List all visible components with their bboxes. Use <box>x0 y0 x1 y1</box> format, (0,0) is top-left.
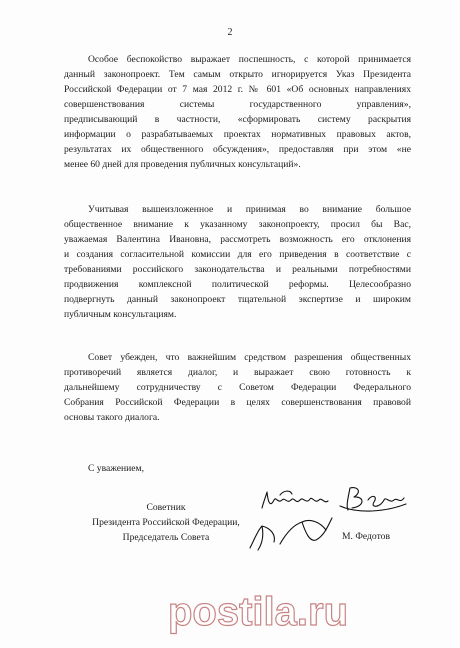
paragraph-line: Российской Федерации от 7 мая 2012 г. № 601 «Об основных направлениях <box>64 84 411 95</box>
postila-watermark-logo <box>158 585 458 635</box>
paragraph-line: дальнейшему сотрудничеству с Советом Федерации Федерального <box>64 382 411 393</box>
signatory-title: Президента Российской Федерации, <box>92 517 240 528</box>
paragraph-3 <box>64 350 411 425</box>
paragraph-line: Собрания Российской Федерации в целях совершенствования правовой <box>64 397 411 408</box>
paragraph-line: и создания согласительной комиссии для его приведения в соответствие с <box>64 249 411 260</box>
paragraph-line: основы такого диалога. <box>64 412 160 423</box>
closing-salutation: С уважением, <box>88 463 145 474</box>
paragraph-line: продвижения комплексной политической реформы. Целесообразно <box>64 279 411 290</box>
paragraph-line: противоречий является диалог, и выражает свою готовность к <box>64 367 411 378</box>
paragraph-line: уважаемая Валентина Ивановна, рассмотреть возможность его отклонения <box>64 234 411 245</box>
paragraph-line: данный законопроект. Тем самым открыто игнорируется Указ Президента <box>64 69 411 80</box>
signatory-title: Председатель Совета <box>122 532 210 543</box>
paragraph-line: информации о разрабатываемых проектах нормативных правовых актов, <box>64 129 411 140</box>
signatory-block <box>66 500 266 545</box>
page-number: 2 <box>227 27 233 38</box>
paragraph-line: публичным консультациям. <box>64 309 177 320</box>
paragraph-line: общественное внимание к указанному законопроекту, просил бы Вас, <box>64 219 411 230</box>
paragraph-line: Совет убежден, что важнейшим средством разрешения общественных <box>88 352 411 363</box>
paragraph-line: предписывающий в частности, «сформировать систему раскрытия <box>64 114 411 125</box>
paragraph-1 <box>64 52 411 172</box>
signatory-title: Советник <box>146 502 186 513</box>
paragraph-line: Учитывая вышеизложенное и принимая во внимание большое <box>88 204 411 215</box>
paragraph-line: требованиями российского законодательства и реальными потребностями <box>64 264 411 275</box>
paragraph-line: менее 60 дней для проведения публичных консультаций». <box>64 159 301 170</box>
paragraph-line: совершенствования системы государственного управления», <box>64 99 411 110</box>
watermark-text: postila.ru <box>168 590 349 634</box>
signer-name: М. Федотов <box>342 531 390 542</box>
paragraph-line: Особое беспокойство выражает поспешность, с которой принимается <box>88 54 411 65</box>
paragraph-2 <box>64 202 411 322</box>
handwritten-signature <box>240 478 410 558</box>
paragraph-line: результатах их общественного обсуждения», предоставляя при этом «не <box>64 144 411 155</box>
paragraph-line: подвергнуть данный законопроект тщательной экспертизе и широким <box>64 294 411 305</box>
